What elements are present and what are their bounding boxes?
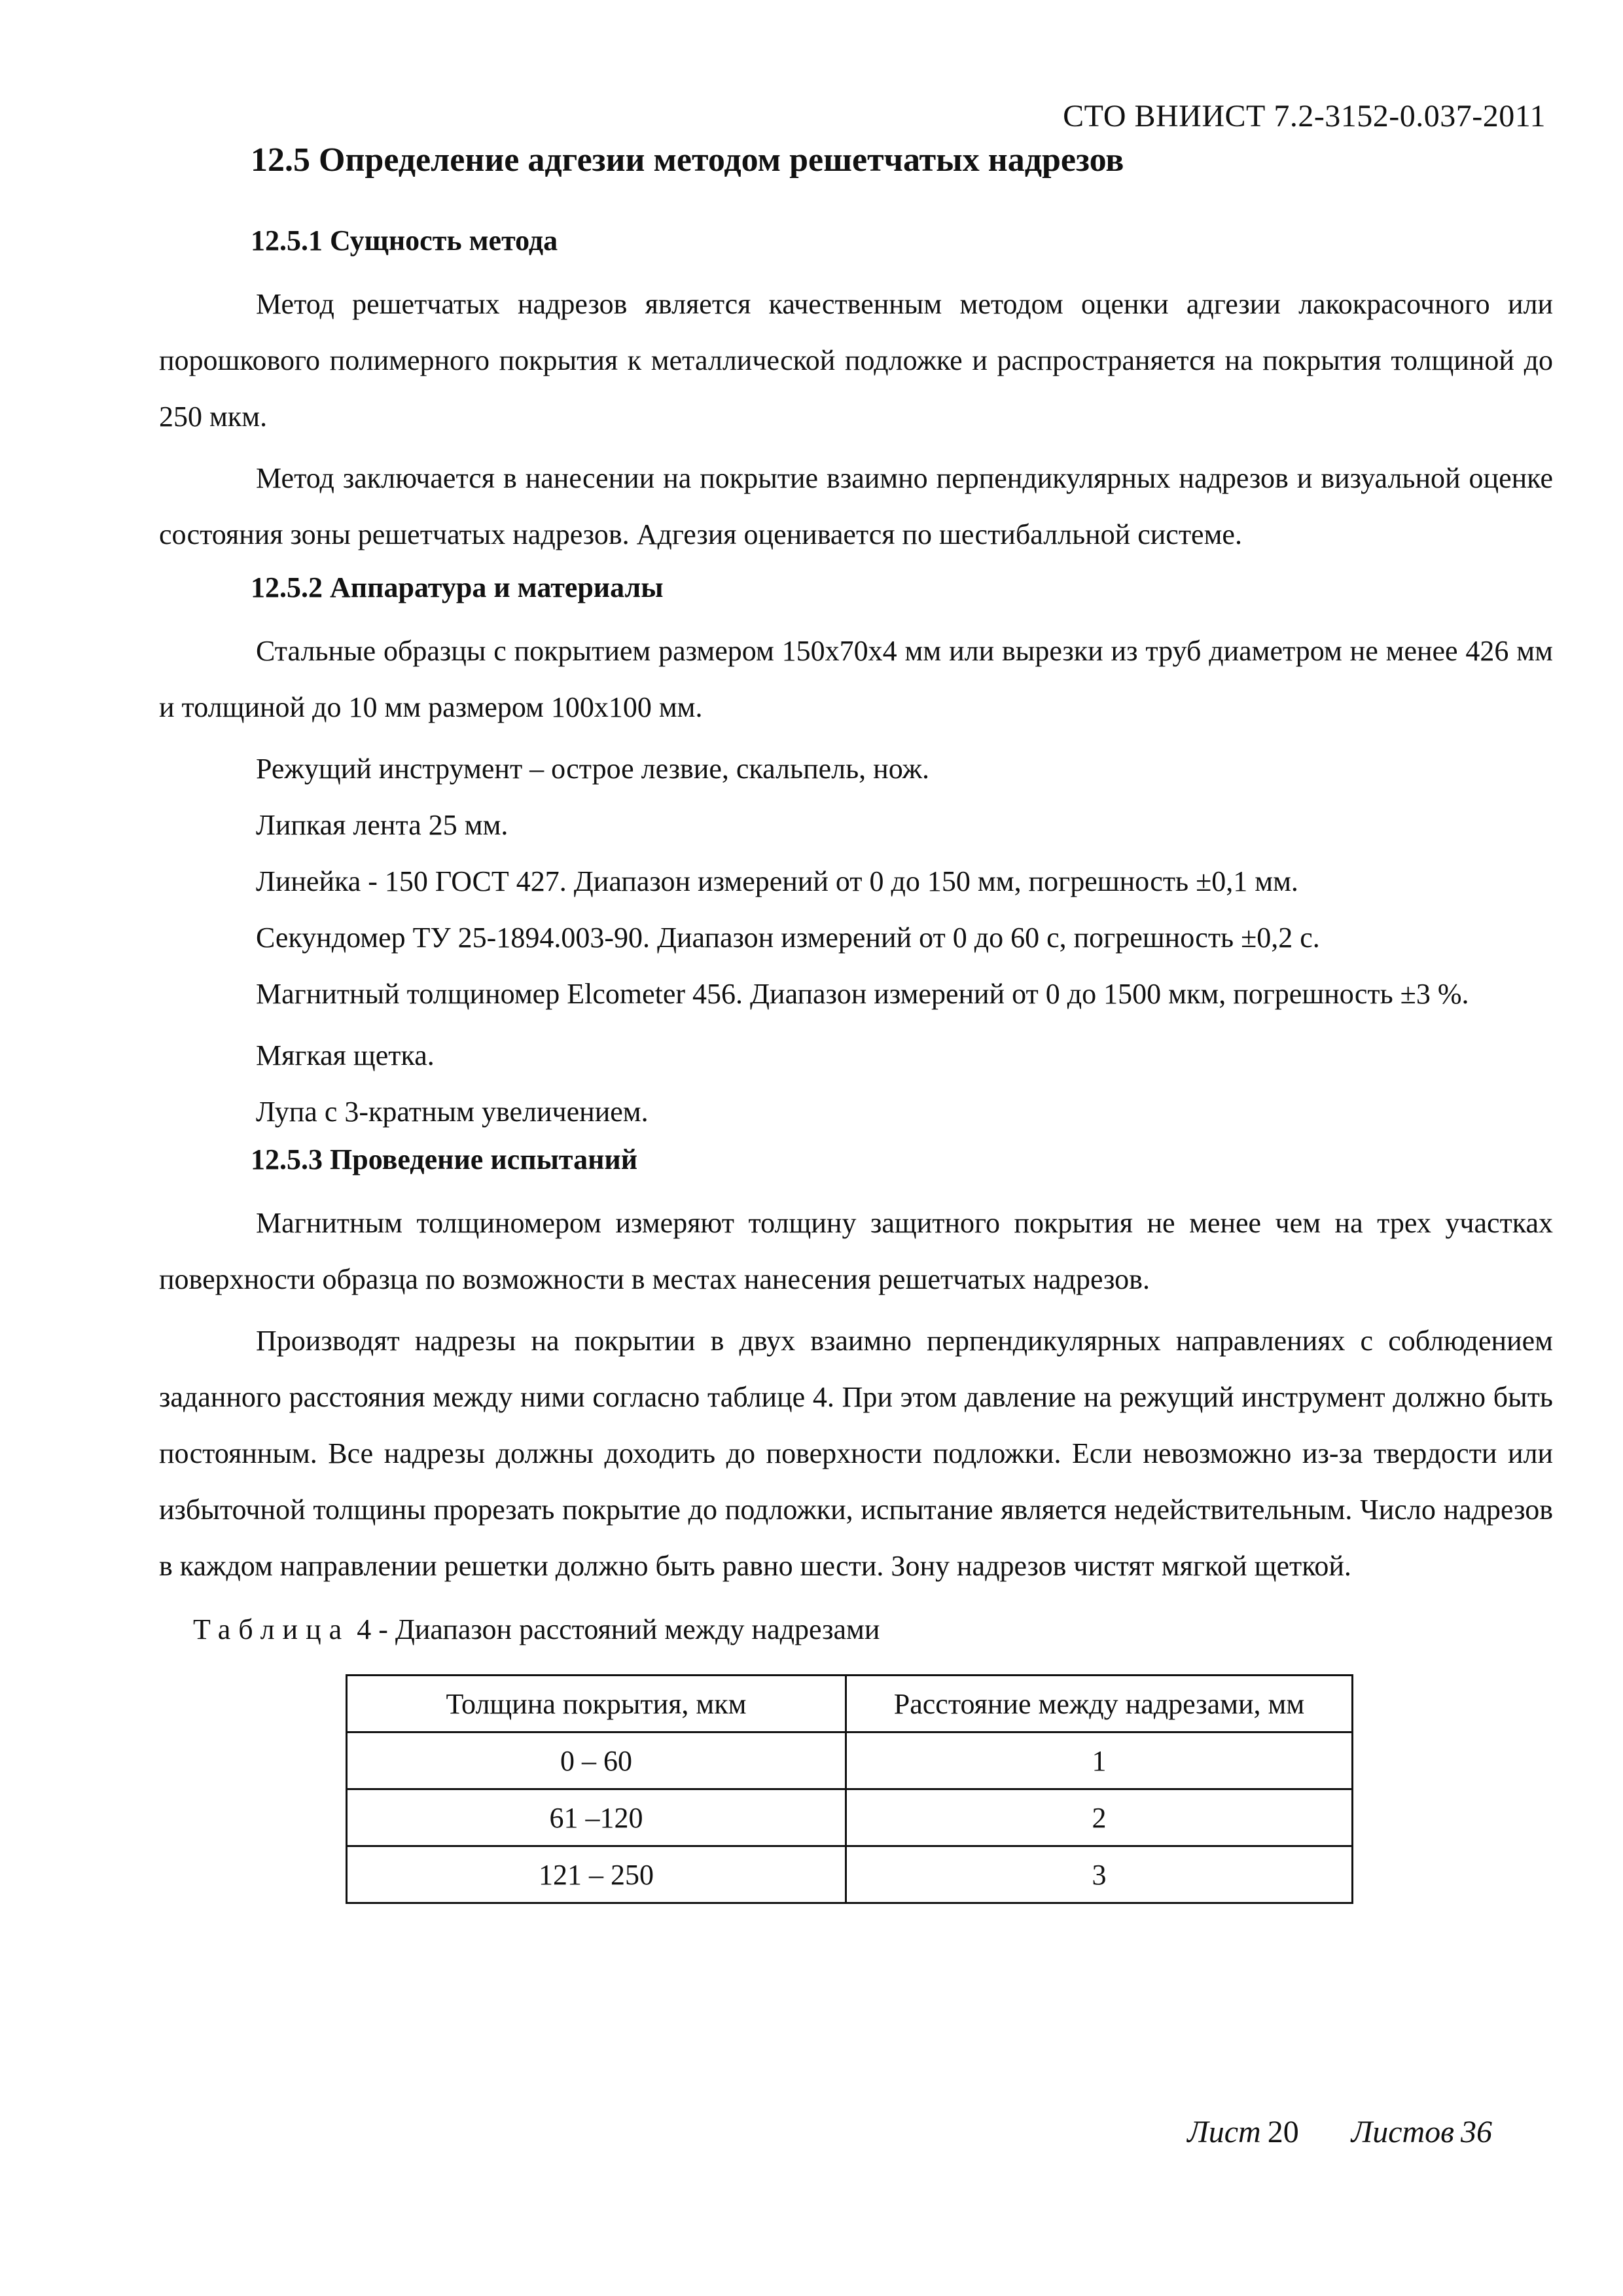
paragraph: Магнитный толщиномер Elcometer 456. Диапазон измерений от 0 до 1500 мкм, погрешность ±3 %. [256,978,1469,1010]
table-caption-text: 4 - Диапазон расстояний между надрезами [357,1613,880,1645]
table-cell: 61 –120 [347,1789,846,1846]
table-cell: 2 [846,1789,1353,1846]
paragraph: Производят надрезы на покрытии в двух взаимно перпендикулярных направлениях с соблюдением заданного расстояния между ними согласно таблице 4. При этом давление на режущий инструмент должно быть постоянным. Все надрезы должны доходить до поверхности подложки. Если невозможно из-за твердости или избыточной толщины прорезать покрытие до подложки, испытание является недействительным. Число надрезов в каждом направлении решетки должно быть равно шести. Зону надрезов чистят мягкой щеткой. [159,1325,1553,1582]
column-header: Расстояние между надрезами, мм [846,1676,1353,1732]
section-title: 12.5 Определение адгезии методом решетчатых надрезов [251,141,1124,179]
table-caption [193,1610,1553,1649]
table-row [347,1789,1353,1846]
table-cell: 1 [846,1732,1353,1789]
distance-table [346,1674,1353,1904]
table-cell: 121 – 250 [347,1846,846,1903]
subsection-title-2: 12.5.2 Аппаратура и материалы [251,571,664,603]
paragraph: Магнитным толщиномером измеряют толщину защитного покрытия не менее чем на трех участках поверхности образца по возможности в местах нанесения решетчатых надрезов. [159,1207,1553,1295]
document-code: СТО ВНИИСТ 7.2-3152-0.037-2011 [1063,99,1546,134]
table-row [347,1732,1353,1789]
list-item: Линейка - 150 ГОСТ 427. Диапазон измерений от 0 до 150 мм, погрешность ±0,1 мм. [256,865,1298,897]
sheet-number: 20 [1267,2115,1299,2149]
subsection-title-3: 12.5.3 Проведение испытаний [251,1143,638,1175]
list-item: Липкая лента 25 мм. [256,809,508,841]
page-content [159,140,1553,1904]
table-cell: 0 – 60 [347,1732,846,1789]
paragraph: Метод заключается в нанесении на покрытие взаимно перпендикулярных надрезов и визуальной оценке состояния зоны решетчатых надрезов. Адгезия оценивается по шестибалльной системе. [159,462,1553,550]
column-header: Толщина покрытия, мкм [347,1676,846,1732]
sheets-label: Листов [1351,2115,1454,2149]
list-item: Мягкая щетка. [256,1039,435,1071]
table-cell: 3 [846,1846,1353,1903]
list-item: Лупа с 3-кратным увеличением. [256,1096,649,1128]
table-row [347,1846,1353,1903]
table-header-row [347,1676,1353,1732]
list-item: Секундомер ТУ 25-1894.003-90. Диапазон измерений от 0 до 60 с, погрешность ±0,2 с. [256,922,1320,954]
paragraph: Метод решетчатых надрезов является качественным методом оценки адгезии лакокрасочного или порошкового полимерного покрытия к металлической подложке и распространяется на покрытия толщиной до 250 мкм. [159,288,1553,433]
sheet-label: Лист [1187,2115,1261,2149]
page-footer [1187,2114,1492,2150]
list-item: Режущий инструмент – острое лезвие, скальпель, нож. [256,753,930,785]
table-caption-label: Таблица [193,1613,350,1645]
sheets-total: 36 [1461,2115,1492,2149]
paragraph: Стальные образцы с покрытием размером 150х70х4 мм или вырезки из труб диаметром не менее 426 мм и толщиной до 10 мм размером 100х100 мм. [159,635,1553,723]
subsection-title-1: 12.5.1 Сущность метода [251,224,558,257]
